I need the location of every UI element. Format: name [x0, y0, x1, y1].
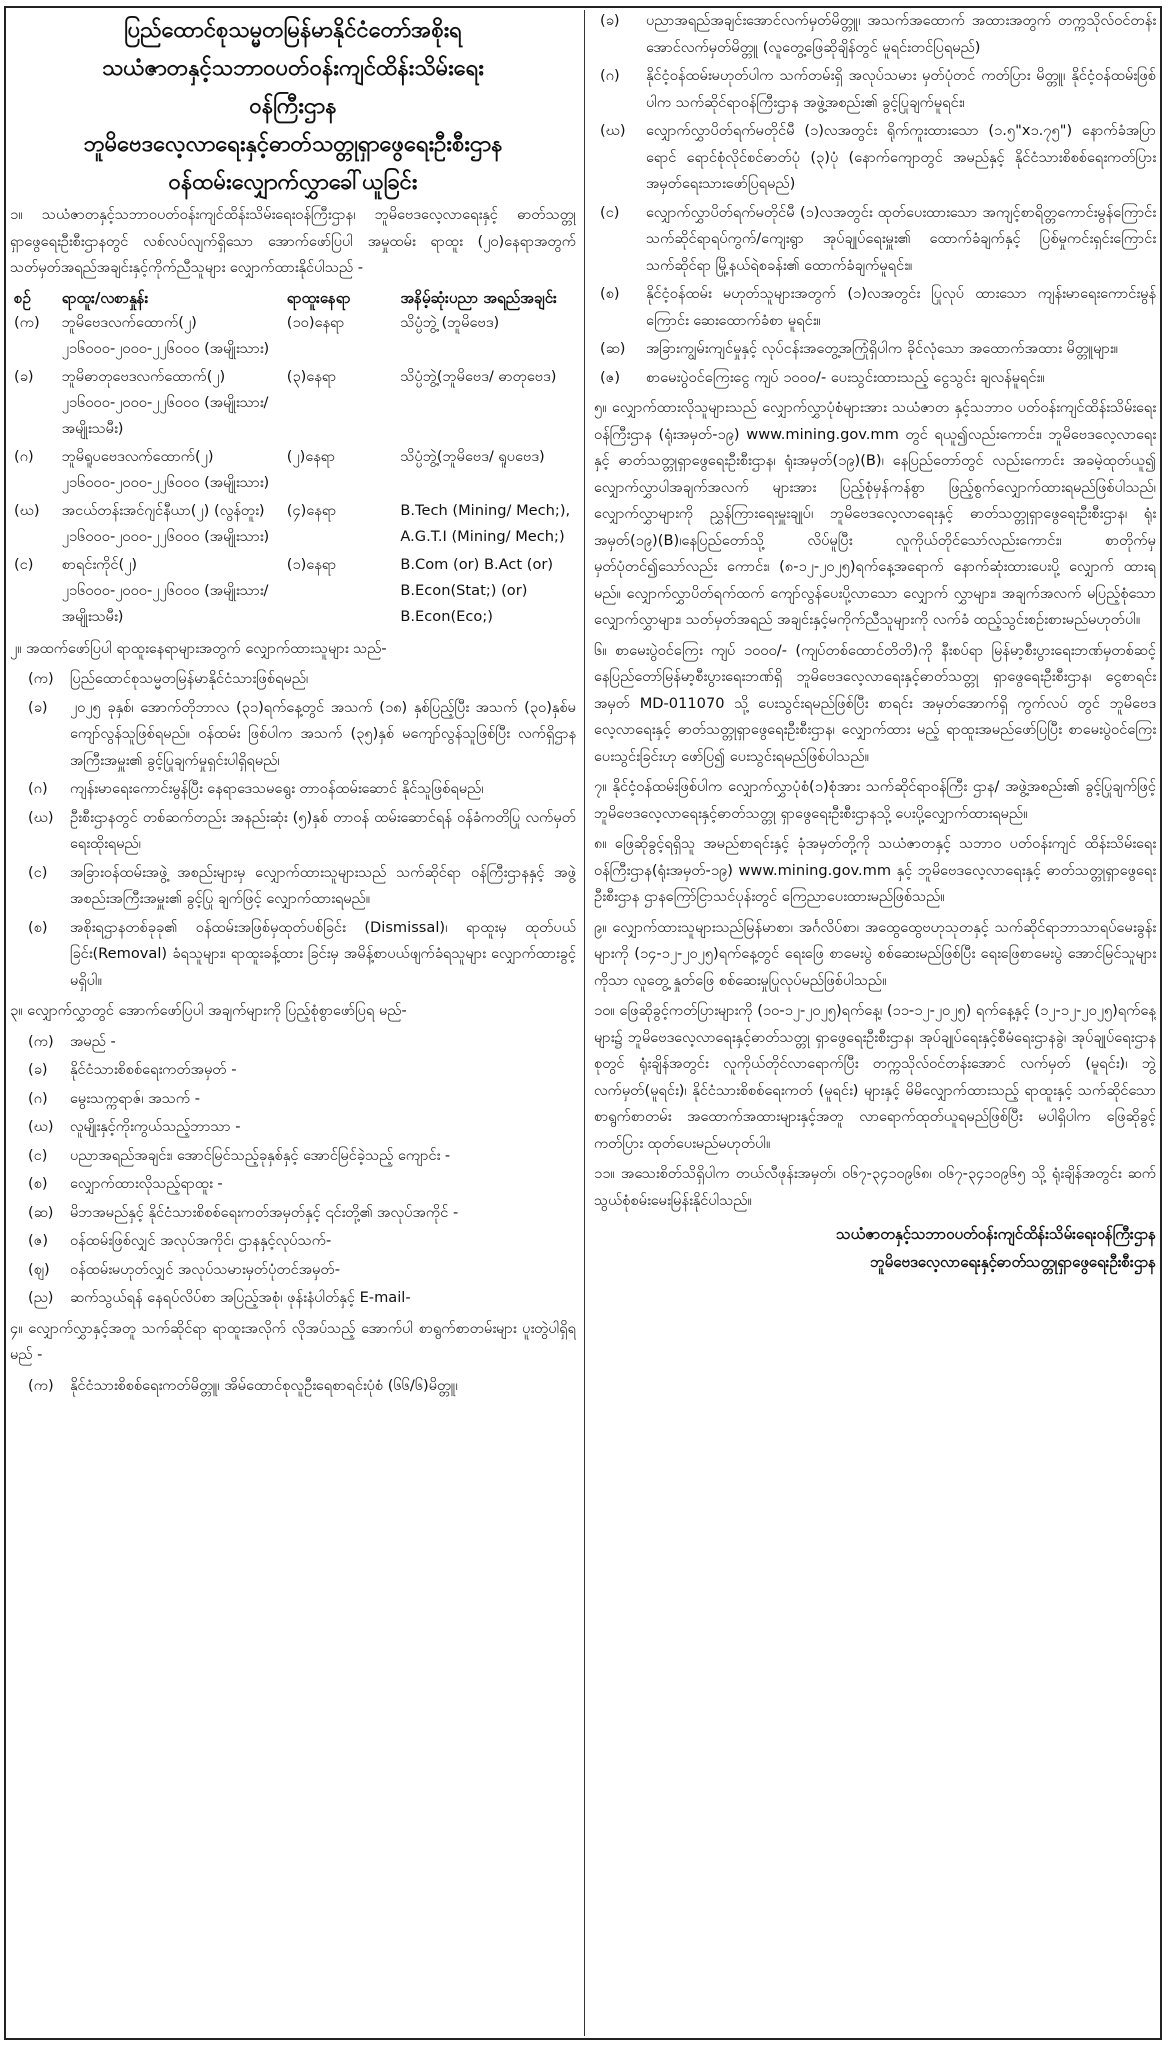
list-item: [10, 1228, 576, 1255]
table-row: [10, 552, 576, 632]
table-row: [10, 364, 576, 444]
item-text: ပညာအရည်အချင်းအောင်လက်မှတ်မိတ္တူ၊ အသက်အထောက် အထားအတွက် တက္ကသိုလ်ဝင်တန်း အောင်လက်မှတ်မိတ္တူ (လူတွေ့ဖြေဆိုချိန်တွင် မူရင်းတင်ပြရမည်): [646, 12, 1156, 56]
section-6: ၆။ စာမေးပွဲဝင်ကြေး ကျပ် ၁၀၀၀/- (ကျပ်တစ်ထောင်တိတိ)ကို နီးစပ်ရာ မြန်မာ့စီးပွားရေးဘဏ်မှတစ်ဆင့် နေပြည်တော်မြန်မာ့စီးပွားရေးဘဏ်ရှိ ဘူမိဗေဒလေ့လာရေးနှင့်ဓာတ်သတ္တု ရှာဖွေရေးဦးစီးဌာန၊ ငွေစာရင်းအမှတ် MD-011070 သို့ ပေးသွင်းရမည်ဖြစ်ပြီး စာရင်း အမှတ်အောက်ရှိ ကွက်လပ် တွင် ဘူမိဗေဒလေ့လာရေးနှင့် ဓာတ်သတ္တုရှာဖွေရေးဦးစီးဌာန၊ လျှောက်ထား မည့် ရာထူးအမည်ဖော်ပြပြီး စာမေးပွဲဝင်ကြေးပေးသွင်းခြင်းဟု ဖော်ပြ၍ ပေးသွင်းရမည်ဖြစ်ပါသည်။: [594, 641, 1156, 765]
item-text: လူမျိုးနှင့်ကိုးကွယ်သည့်ဘာသာ -: [70, 1118, 241, 1135]
item-text: ဝန်ထမ်းဖြစ်လျှင် အလုပ်အကိုင်၊ ဌာနနှင့်လုပ်သက်-: [70, 1232, 332, 1249]
row-qualification: သိပ္ပံဘွဲ့ (ဘူမိဗေဒ): [400, 313, 500, 331]
row-position: ဘူမိရူပဗေဒလက်ထောက်(၂) ၂၁၆၀၀၀-၂၀၀၀-၂၂၆၀၀၀ (အမျိုးသား): [61, 447, 270, 491]
table-row: [10, 310, 576, 364]
item-label: (ဆ): [28, 1203, 54, 1221]
item-label: (ခ): [600, 12, 620, 29]
item-text: ဝန်ထမ်းမဟုတ်လျှင် အလုပ်သမားမှတ်ပုံတင်အမှတ်-: [70, 1260, 340, 1278]
item-text: စာမေးပွဲဝင်ကြေးငွေ ကျပ် ၁၀၀၀/- ပေးသွင်းထားသည့် ငွေသွင်း ချလန်မူရင်း။: [646, 368, 1045, 386]
item-text: အမည် -: [70, 1032, 116, 1050]
row-count: (၂)နေရာ: [286, 447, 336, 465]
item-text: နိုင်ငံသားစိစစ်ရေးကတ်အမှတ် -: [70, 1061, 237, 1078]
list-item: [10, 915, 576, 995]
item-text: လျှောက်လွှာပိတ်ရက်မတိုင်မီ (၁)လအတွင်း ရိုက်ကူးထားသော (၁.၅"x၁.၇၅") နောက်ခံအပြာရောင် ရောင်စုံလိုင်စင်ဓာတ်ပုံ (၃)ပုံ (နောက်ကျောတွင် အမည်နှင့် နိုင်ငံသားစိစစ်ရေးကတ်ပြား အမှတ်ရေးသားဖော်ပြရမည်): [646, 122, 1156, 192]
section-2-intro: ၂။ အထက်ဖော်ပြပါ ရာထူးနေရာများအတွက် လျှောက်ထားသူများ သည်-: [10, 639, 387, 657]
list-item: [10, 1086, 576, 1113]
right-column: [594, 8, 1156, 2036]
list-item: [594, 281, 1156, 334]
item-label: (ဃ): [28, 1118, 54, 1135]
left-column: [10, 8, 576, 2036]
list-item: [10, 1029, 576, 1056]
title-line-2: သယံဇာတနှင့်သဘာဝပတ်ဝန်းကျင်ထိန်းသိမ်းရေး: [102, 56, 484, 81]
item-label: (စ): [600, 285, 620, 302]
row-qualification: သိပ္ပံဘွဲ့(ဘူမိဗေဒ/ ရူပဗေဒ): [400, 447, 545, 465]
item-label: (က): [28, 670, 54, 687]
item-label: (င): [28, 863, 48, 881]
list-item: [10, 805, 576, 858]
list-item: [594, 8, 1156, 61]
positions-table: [10, 286, 576, 632]
item-label: (ဃ): [600, 122, 626, 139]
section-8: ၈။ ဖြေဆိုခွင့်ရရှိသူ အမည်စာရင်းနှင့် ခုံအမှတ်တို့ကို သယံဇာတနှင့် သဘာဝ ပတ်ဝန်းကျင် ထိန်းသိမ်းရေးဝန်ကြီးဌာန(ရုံးအမှတ်-၁၉) www.mining.gov.mm နှင့် ဘူမိဗေဒလေ့လာရေးနှင့် ဓာတ်သတ္တုရှာဖွေရေးဦးစီးဌာန ဌာနကြော်ငြာသင်ပုန်းတွင် ကြေညာပေးထားမည်ဖြစ်သည်။: [594, 835, 1156, 905]
item-label: (ဈ): [28, 1260, 50, 1278]
item-text: နိုင်ငံ့ဝန်ထမ်းမဟုတ်ပါက သက်တမ်းရှိ အလုပ်သမား မှတ်ပုံတင် ကတ်ပြား မိတ္တူ၊ နိုင်ငံ့ဝန်ထမ်းဖြစ်ပါက သက်ဆိုင်ရာဝန်ကြီးဌာန အဖွဲ့အစည်း၏ ခွင့်ပြုချက်မူရင်း၊: [646, 67, 1156, 111]
item-text: နိုင်ငံ့ဝန်ထမ်း မဟုတ်သူများအတွက် (၁)လအတွင်း ပြုလုပ် ထားသော ကျန်းမာရေးကောင်းမွန်ကြောင်း ဆေးထောက်ခံစာ မူရင်း။: [646, 285, 1156, 329]
row-label: (ဂ): [14, 447, 34, 465]
list-item: [10, 1200, 576, 1227]
item-text: အခြားဝန်ထမ်းအဖွဲ့ အစည်းများမှ လျှောက်ထားသူများသည် သက်ဆိုင်ရာ ဝန်ကြီးဌာနနှင့် အဖွဲ့အစည်းအကြီးအမှူး၏ ခွင့်ပြု ချက်ဖြင့် လျှောက်ထားရမည်။: [70, 863, 576, 907]
item-text: အခြားကျွမ်းကျင်မှုနှင့် လုပ်ငန်းအတွေ့အကြုံရှိပါက ခိုင်လုံသော အထောက်အထား မိတ္တူများ။: [646, 340, 1119, 357]
row-count: (၄)နေရာ: [286, 501, 337, 519]
th-qualification: အနိမ့်ဆုံးပညာ အရည်အချင်း: [400, 288, 557, 307]
row-qualification: သိပ္ပံဘွဲ့(ဘူမိဗေဒ/ ဓာတုဗေဒ): [400, 367, 557, 385]
list-item: [594, 336, 1156, 363]
item-label: (စ): [28, 918, 48, 936]
section-5: ၅။ လျှောက်ထားလိုသူများသည် လျှောက်လွှာပုံစံများအား သယံဇာတ နှင့်သဘာဝ ပတ်ဝန်းကျင်ထိန်းသိမ်းရေးဝန်ကြီးဌာန (ရုံးအမှတ်-၁၉) www.mining.gov.mm တွင် ရယူ၍လည်းကောင်း၊ ဘူမိဗေဒလေ့လာရေးနှင့် ဓာတ်သတ္တုရှာဖွေရေးဦးစီးဌာန၊ ရုံးအမှတ်(၁၉)(B)၊ နေပြည်တော်တွင် လည်းကောင်း အခမဲ့ထုတ်ယူ၍ လျှောက်လွှာပါအချက်အလက် များအား ပြည့်စုံမှန်ကန်စွာ ဖြည့်စွက်လျှောက်ထားရမည်ဖြစ်ပါသည်၊ လျှောက်လွှာများကို ညွှန်ကြားရေးမှူးချုပ်၊ ဘူမိဗေဒလေ့လာရေးနှင့် ဓာတ်သတ္တုရှာဖွေရေးဦးစီးဌာန၊ ရုံးအမှတ်(၁၉)(B)၊နေပြည်တော်သို့ လိပ်မူပြီး လူကိုယ်တိုင်သော်လည်းကောင်း၊ စာတိုက်မှ မှတ်ပုံတင်၍သော်လည်း ကောင်း၊ (၈-၁၂-၂၀၂၅)ရက်နေ့အရောက် နောက်ဆုံးထားပေးပို့ လျှောက် ထားရမည်။ လျှောက်လွှာပိတ်ရက်ထက် ကျော်လွန်ပေးပို့လာသော လျှောက် လွှာများ၊ အချက်အလက် မပြည့်စုံသော လျှောက်လွှာများ၊ သတ်မှတ်အရည် အချင်းနှင့်မကိုက်ညီသူများကို လက်ခံ ထည့်သွင်းစဉ်းစားမည်မဟုတ်ပါ။: [594, 399, 1156, 628]
th-position: ရာထူး/လစာနှုန်း: [61, 288, 149, 307]
list-item: [10, 666, 576, 693]
item-text: အစိုးရဌာနတစ်ခုခု၏ ဝန်ထမ်းအဖြစ်မှထုတ်ပစ်ခြင်း (Dismissal)၊ ရာထူးမှ ထုတ်ပယ်ခြင်း(Removal) ခံရသူများ၊ ရာထူးခန့်ထား ခြင်းမှ အမိန့်စာပယ်ဖျက်ခံရသူများ လျှောက်ထားခွင့်မရှိပါ။: [70, 918, 576, 989]
item-label: (က): [28, 1376, 54, 1394]
list-item: [10, 1057, 576, 1084]
list-item: [594, 118, 1156, 198]
section-3-intro: ၃။ လျှောက်လွှာတွင် အောက်ဖော်ပြပါ အချက်များကို ပြည့်စုံစွာဖော်ပြရ မည်-: [10, 1002, 407, 1019]
row-position: ဘူမိဗေဒလက်ထောက်(၂) ၂၁၆၀၀၀-၂၀၀၀-၂၂၆၀၀၀ (အမျိုးသား): [61, 313, 270, 357]
row-position: အငယ်တန်းအင်ဂျင်နီယာ(၂) (လွန်တူး) ၂၁၆၀၀၀-၂၀၀၀-၂၂၆၀၀၀ (အမျိုးသား): [61, 501, 270, 545]
list-item: [10, 1114, 576, 1141]
list-item: [594, 63, 1156, 116]
list-item: [10, 1285, 576, 1312]
list-item: [10, 1373, 576, 1400]
item-label: (ဂ): [28, 780, 48, 797]
item-label: (က): [28, 1032, 54, 1050]
section-3-list: [10, 1029, 576, 1312]
section-4-list-start: [10, 1373, 576, 1400]
title-line-1: ပြည်ထောင်စုသမ္မတမြန်မာနိုင်ငံတော်အစိုးရ: [124, 18, 462, 43]
th-count: ရာထူးနေရာ: [286, 288, 351, 307]
column-divider: [584, 10, 585, 2036]
title-line-5: ဝန်ထမ်းလျှောက်လွှာခေါ်ယူခြင်း: [168, 170, 418, 195]
item-text: နိုင်ငံသားစိစစ်ရေးကတ်မိတ္တူ၊ အိမ်ထောင်စုလူဦးရေစာရင်းပုံစံ (၆၆/၆)မိတ္တူ၊: [70, 1376, 458, 1394]
row-qualification: B.Com (or) B.Act (or) B.Econ(Stat;) (or) B.Econ(Eco;): [400, 555, 554, 625]
item-text: မွေးသက္ကရာဇ်၊ အသက် -: [70, 1089, 201, 1107]
item-text: ကျန်းမာရေးကောင်းမွန်ပြီး နေရာဒေသမရွေး တာဝန်ထမ်းဆောင် နိုင်သူဖြစ်ရမည်၊: [70, 780, 484, 797]
item-text: မိဘအမည်နှင့် နိုင်ငံသားစိစစ်ရေးကတ်အမှတ်နှင့် ၎င်းတို့၏ အလုပ်အကိုင် -: [70, 1203, 459, 1221]
item-label: (ခ): [28, 698, 48, 716]
row-label: (က): [14, 313, 40, 331]
row-count: (၃)နေရာ: [286, 367, 337, 385]
section-2-list: [10, 666, 576, 994]
item-text: ဦးစီးဌာနတွင် တစ်ဆက်တည်း အနည်းဆုံး (၅)နှစ် တာဝန် ထမ်းဆောင်ရန် ဝန်ခံကတိပြု လက်မှတ်ရေးထိုးရမည်၊: [70, 808, 576, 852]
row-count: (၁)နေရာ: [286, 555, 337, 573]
row-position: ဘူမိဓာတုဗေဒလက်ထောက်(၂) ၂၁၆၀၀၀-၂၀၀၀-၂၂၆၀၀၀ (အမျိုးသား/အမျိုးသမီး): [61, 367, 269, 437]
item-label: (ခ): [28, 1061, 48, 1078]
signature-line-2: ဘူမိဗေဒလေ့လာရေးနှင့်ဓာတ်သတ္တုရှာဖွေရေးဦးစီးဌာန: [870, 1253, 1156, 1271]
item-label: (ဇ): [600, 368, 621, 386]
item-label: (ဂ): [600, 67, 620, 84]
item-label: (င): [28, 1146, 48, 1164]
table-row: [10, 498, 576, 552]
list-item: [594, 200, 1156, 280]
item-text: လျှောက်ထားလိုသည့်ရာထူး -: [70, 1175, 223, 1192]
intro-paragraph: ၁။ သယံဇာတနှင့်သဘာဝပတ်ဝန်းကျင်ထိန်းသိမ်းရေးဝန်ကြီးဌာန၊ ဘူမိဗေဒလေ့လာရေးနှင့် ဓာတ်သတ္တုရှာဖွေရေးဦးစီးဌာနတွင် လစ်လပ်လျက်ရှိသော အောက်ဖော်ပြပါ အမှုထမ်း ရာထူး (၂၀)နေရာအတွက် သတ်မှတ်အရည်အချင်းနှင့်ကိုက်ညီသူများ လျှောက်ထားနိုင်ပါသည် -: [10, 206, 576, 276]
section-9: ၉။ လျှောက်ထားသူများသည်မြန်မာစာ၊ အင်္ဂလိပ်စာ၊ အထွေထွေဗဟုသုတနှင့် သက်ဆိုင်ရာဘာသာရပ်မေးခွန်းများကို (၁၄-၁၂-၂၀၂၅)ရက်နေ့တွင် ရေးဖြေ စာမေးပွဲ စစ်ဆေးမည်ဖြစ်ပြီး ရေးဖြေစာမေးပွဲ အောင်မြင်သူများကိုသာ လူတွေ့ နှုတ်ဖြေ စစ်ဆေးမှုပြုလုပ်မည်ဖြစ်ပါသည်။: [594, 918, 1156, 989]
section-7: ၇။ နိုင်ငံ့ဝန်ထမ်းဖြစ်ပါက လျှောက်လွှာပုံစံ(၁)စုံအား သက်ဆိုင်ရာဝန်ကြီး ဌာန/ အဖွဲ့အစည်း၏ ခွင့်ပြုချက်ဖြင့် ဘူမိဗေဒလေ့လာရေးနှင့်ဓာတ်သတ္တု ရှာဖွေရေးဦးစီးဌာနသို့ ပေးပို့လျှောက်ထားရမည်။: [594, 778, 1156, 822]
section-4-intro: ၄။ လျှောက်လွှာနှင့်အတူ သက်ဆိုင်ရာ ရာထူးအလိုက် လိုအပ်သည့် အောက်ပါ စာရွက်စာတမ်းများ ပူးတွဲပါရှိရမည် -: [10, 1319, 576, 1363]
section-4-list-continued: [594, 8, 1156, 391]
row-label: (ခ): [14, 367, 34, 385]
item-text: ၂၀၂၅ ခုနှစ်၊ အောက်တိုဘာလ (၃၁)ရက်နေ့တွင် အသက် (၁၈) နှစ်ပြည့်ပြီး အသက် (၃၀)နှစ်မကျော်လွန်သူဖြစ်ရမည်။ ဝန်ထမ်း ဖြစ်ပါက အသက် (၃၅)နှစ် မကျော်လွန်သူဖြစ်ပြီး လက်ရှိဌာန အကြီးအမှူး၏ ခွင့်ပြုချက်မှုရှင်းပါရှိရမည်၊: [70, 698, 576, 769]
document-title: [10, 8, 576, 202]
item-label: (ဂ): [28, 1089, 48, 1107]
item-text: ပြည်ထောင်စုသမ္မတမြန်မာနိုင်ငံသားဖြစ်ရမည်၊: [70, 670, 309, 687]
list-item: [10, 1171, 576, 1198]
row-label: (ဃ): [14, 501, 40, 519]
row-position: စာရင်းကိုင်(၂) ၂၁၆၀၀၀-၂၀၀၀-၂၂၆၀၀၀ (အမျိုးသား/အမျိုးသမီး): [61, 555, 269, 625]
list-item: [594, 365, 1156, 392]
item-label: (စ): [28, 1175, 48, 1192]
list-item: [10, 860, 576, 913]
row-qualification: B.Tech (Mining/ Mech;), A.G.T.I (Mining/ Mech;): [400, 501, 571, 545]
signature-line-1: သယံဇာတနှင့်သဘာဝပတ်ဝန်းကျင်ထိန်းသိမ်းရေးဝန်ကြီးဌာန: [836, 1225, 1156, 1243]
list-item: [10, 1257, 576, 1284]
item-label: (ဇ): [28, 1232, 49, 1249]
row-label: (င): [14, 555, 34, 573]
item-label: (ည): [28, 1289, 54, 1306]
section-11: ၁၁။ အသေးစိတ်သိရှိပါက တယ်လီဖုန်းအမှတ်၊ ၀၆၇-၃၄၁၀၉၆၈၊ ၀၆၇-၃၄၁၀၉၆၅ သို့ ရုံးချိန်အတွင်း ဆက်သွယ်စုံစမ်းမေးမြန်းနိုင်ပါသည်။: [594, 1165, 1156, 1209]
item-label: (ဃ): [28, 808, 54, 826]
item-text: ဆက်သွယ်ရန် နေရပ်လိပ်စာ အပြည့်အစုံ၊ ဖုန်းနံပါတ်နှင့် E-mail-: [70, 1289, 411, 1306]
list-item: [10, 695, 576, 775]
th-no: စဉ်: [14, 288, 31, 307]
table-header-row: [10, 286, 576, 310]
item-text: လျှောက်လွှာပိတ်ရက်မတိုင်မီ (၁)လအတွင်း ထုတ်ပေးထားသော အကျင့်စာရိတ္တကောင်းမွန်ကြောင်း သက်ဆိုင်ရာရပ်ကွက်/ကျေးရွာ အုပ်ချုပ်ရေးမှူး၏ ထောက်ခံချက်နှင့် ပြစ်မှုကင်းရှင်းကြောင်း သက်ဆိုင်ရာ မြို့နယ်ရဲစခန်း၏ ထောက်ခံချက်မူရင်း။: [646, 203, 1156, 274]
table-row: [10, 444, 576, 498]
row-count: (၁၀)နေရာ: [286, 313, 345, 331]
item-label: (င): [600, 203, 620, 221]
item-label: (ဆ): [600, 340, 626, 357]
list-item: [10, 776, 576, 803]
title-line-4: ဘူမိဗေဒလေ့လာရေးနှင့်ဓာတ်သတ္တုရှာဖွေရေးဦးစီးဌာန: [83, 132, 503, 157]
section-10: ၁၀။ ဖြေဆိုခွင့်ကတ်ပြားများကို (၁၀-၁၂-၂၀၂၅)ရက်နေ့၊ (၁၁-၁၂-၂၀၂၅) ရက်နေ့နှင့် (၁၂-၁၂-၂၀၂၅)ရက်နေ့များ၌ ဘူမိဗေဒလေ့လာရေးနှင့်ဓာတ်သတ္တု ရှာဖွေရေးဦးစီးဌာန၊ အုပ်ချုပ်ရေးနှင့်စီမံရေးဌာနခွဲ၊ အုပ်ချုပ်ရေးဌာနစုတွင် ရုံးချိန်အတွင်း လူကိုယ်တိုင်လာရောက်ပြီး တက္ကသိုလ်ဝင်တန်းအောင် လက်မှတ် (မူရင်း)၊ ဘွဲ့လက်မှတ်(မူရင်း)၊ နိုင်ငံသားစိစစ်ရေးကတ် (မူရင်း) များနှင့် မိမိလျှောက်ထားသည့် ရာထူးနှင့် သက်ဆိုင်သောစာရွက်စာတမ်း အထောက်အထားများနှင့်အတူ လာရောက်ထုတ်ယူရမည်ဖြစ်ပြီး မပါရှိပါက ဖြေဆိုခွင့်ကတ်ပြား ထုတ်ပေးမည်မဟုတ်ပါ။: [594, 1002, 1156, 1152]
title-line-3: ဝန်ကြီးဌာန: [249, 94, 337, 119]
signature-block: [594, 1220, 1156, 1276]
list-item: [10, 1143, 576, 1170]
item-text: ပညာအရည်အချင်း၊ အောင်မြင်သည့်ခုနှစ်နှင့် အောင်မြင်ခဲ့သည့် ကျောင်း -: [70, 1146, 451, 1164]
